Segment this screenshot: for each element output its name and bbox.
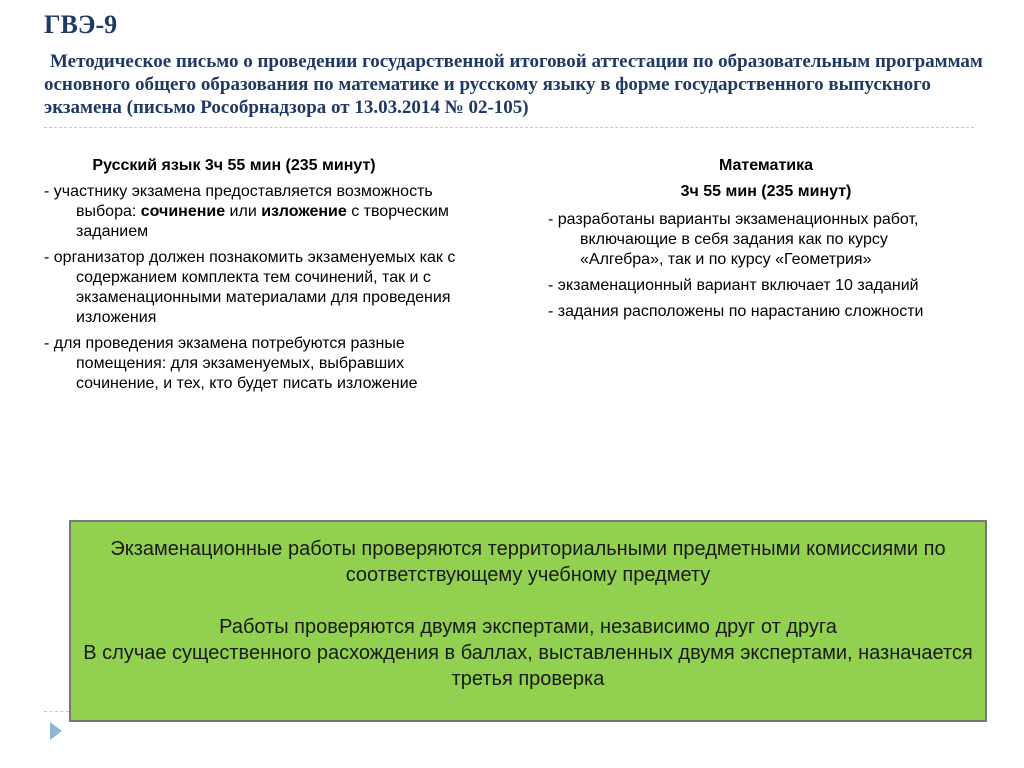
math-duration: 3ч 55 мин (235 минут) — [680, 183, 852, 200]
math-bullet-2: - экзаменационный вариант включает 10 заданий — [548, 277, 919, 294]
russian-bullet-1-text-a: - участнику экзамена предоставляется возможность выбора: — [44, 183, 433, 220]
russian-bullet-1-text-c: с творческим заданием — [76, 203, 449, 240]
russian-bullet-1 — [44, 182, 464, 242]
summary-line-1: Экзаменационные работы проверяются территориальными предметными комиссиями по соответствующему учебному предмету — [110, 538, 946, 586]
slide-title: Методическое письмо о проведении государственной итоговой аттестации по образовательным программам основного общего образования по математике и русскому языку в форме государственного выпускного экзамена (письмо Рособрнадзора от 13.03.2014 № 02-105) — [44, 51, 983, 118]
math-bullet-3: - задания расположены по нарастанию сложности — [548, 303, 924, 320]
russian-heading: Русский язык 3ч 55 мин (235 минут) — [92, 157, 376, 174]
russian-bullet-2: - организатор должен познакомить экзаменуемых как с содержанием комплекта тем сочинений, так и с экзаменационными материалами для проведения изложения — [44, 249, 456, 326]
russian-bullet-1-text-b: или — [225, 203, 262, 220]
triangle-right-icon[interactable] — [50, 722, 62, 740]
math-bullet-1: - разработаны варианты экзаменационных работ, включающие в себя задания как по курсу «Алгебра», так и по курсу «Геометрия» — [548, 211, 919, 268]
summary-line-2: Работы проверяются двумя экспертами, независимо друг от друга — [219, 616, 837, 638]
russian-bullet-3: - для проведения экзамена потребуются разные помещения: для экзаменуемых, выбравших сочинение, и тех, кто будет писать изложение — [44, 335, 418, 392]
russian-bullet-1-essay: сочинение — [140, 203, 226, 220]
slide-code: ГВЭ-9 — [44, 10, 118, 39]
footer-divider — [44, 711, 69, 712]
math-column — [548, 156, 968, 328]
russian-column — [44, 156, 464, 400]
summary-gap — [71, 588, 985, 614]
title-divider — [44, 127, 974, 128]
math-heading: Математика — [718, 157, 814, 174]
summary-line-3: В случае существенного расхождения в баллах, выставленных двумя экспертами, назначается третья проверка — [83, 642, 973, 690]
summary-box — [69, 520, 987, 722]
russian-bullet-1-summary: изложение — [261, 203, 347, 220]
